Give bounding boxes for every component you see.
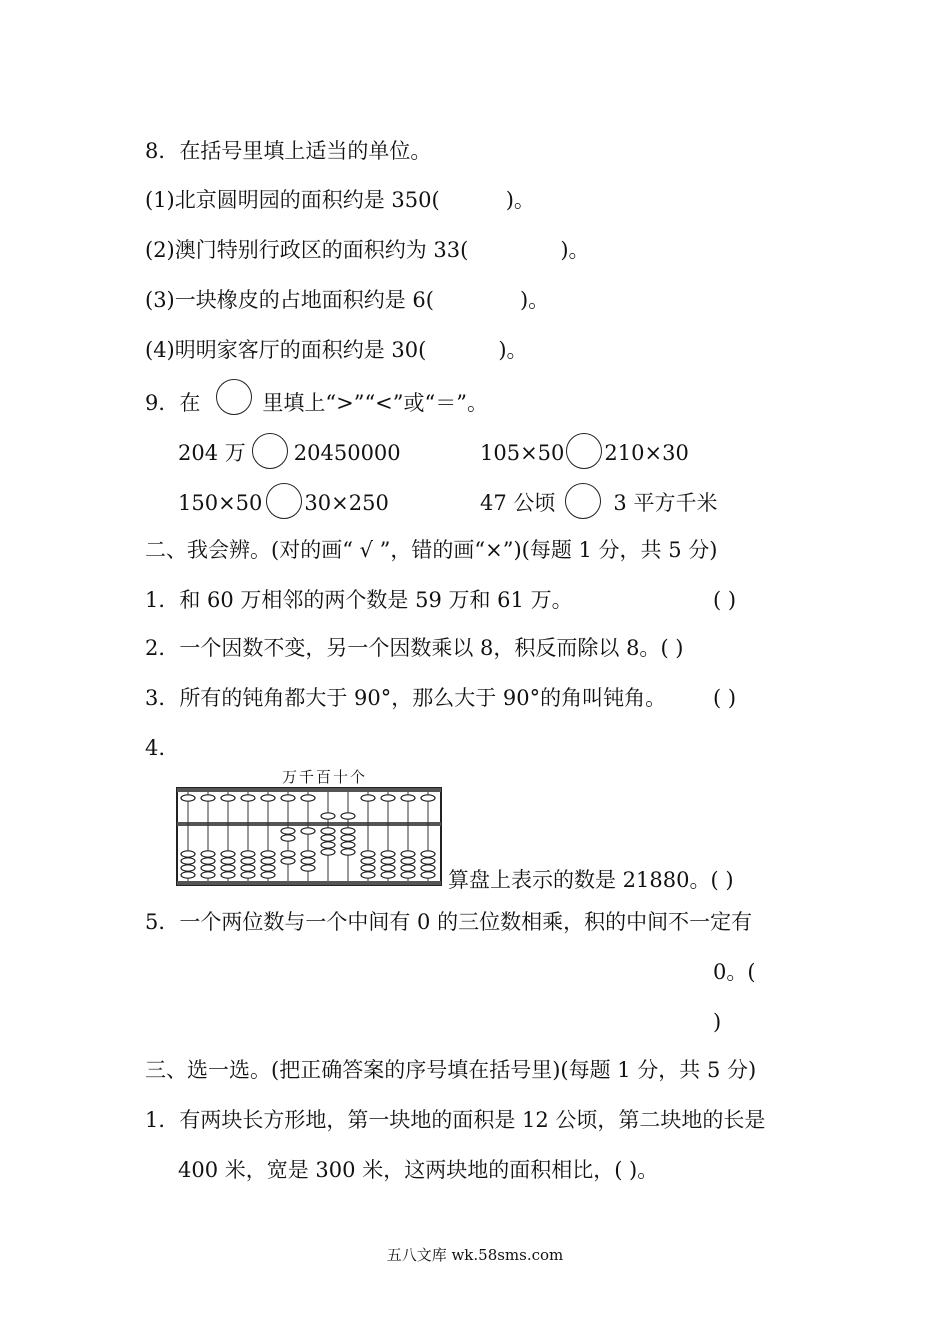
abacus-bead bbox=[261, 858, 275, 864]
abacus-bead bbox=[401, 865, 415, 871]
abacus-bead bbox=[381, 851, 395, 857]
abacus-bead bbox=[241, 851, 255, 857]
abacus-bead bbox=[341, 835, 355, 841]
abacus-bead bbox=[281, 828, 295, 834]
q8-item-1 bbox=[145, 186, 535, 214]
comparison-left: 105×50 bbox=[480, 441, 565, 465]
abacus-bead bbox=[201, 858, 215, 864]
q8-title: 8．在括号里填上适当的单位。 bbox=[145, 139, 432, 163]
answer-paren-close[interactable]: ) bbox=[713, 1010, 722, 1034]
abacus-bead bbox=[261, 795, 275, 801]
abacus-bead bbox=[321, 842, 335, 848]
answer-paren[interactable]: ( ) bbox=[660, 636, 684, 660]
abacus-bead bbox=[181, 872, 195, 878]
judge-item-2 bbox=[145, 634, 684, 662]
comparison-left: 47 公顷 bbox=[480, 491, 556, 515]
abacus-bead bbox=[341, 842, 355, 848]
comparison-2 bbox=[480, 439, 689, 469]
abacus-bead bbox=[261, 872, 275, 878]
abacus-bead bbox=[401, 795, 415, 801]
abacus-bead bbox=[381, 795, 395, 801]
abacus-bead bbox=[181, 851, 195, 857]
abacus-bead bbox=[201, 865, 215, 871]
abacus-bead bbox=[281, 851, 295, 857]
judge-item-3: 3．所有的钝角都大于 90°，那么大于 90°的角叫钝角。 bbox=[145, 686, 667, 710]
abacus-bead bbox=[321, 828, 335, 834]
q8-item-2 bbox=[145, 236, 590, 264]
comparison-left: 204 万 bbox=[178, 441, 246, 465]
abacus-bead bbox=[221, 795, 235, 801]
abacus-bead bbox=[281, 835, 295, 841]
abacus-bead bbox=[341, 828, 355, 834]
abacus-bead bbox=[321, 813, 335, 819]
abacus-bead bbox=[401, 858, 415, 864]
abacus-bead bbox=[401, 851, 415, 857]
q8-item-2-prefix: (2)澳门特别行政区的面积约为 33( bbox=[145, 238, 469, 262]
judge-item-4-text: 算盘上表示的数是 21880。( ) bbox=[448, 868, 734, 892]
abacus-bead bbox=[301, 865, 315, 871]
abacus-bead bbox=[421, 858, 435, 864]
abacus-bead bbox=[241, 858, 255, 864]
comparison-circle[interactable] bbox=[266, 483, 302, 519]
abacus-bead bbox=[221, 872, 235, 878]
judge-item-1: 1．和 60 万相邻的两个数是 59 万和 61 万。 bbox=[145, 588, 573, 612]
answer-paren[interactable]: ( ) bbox=[713, 686, 737, 710]
q9-title bbox=[145, 389, 488, 417]
q8-item-4-suffix: )。 bbox=[498, 338, 528, 362]
abacus-bead bbox=[361, 851, 375, 857]
section-3-title: 三、选一选。(把正确答案的序号填在括号里)(每题 1 分，共 5 分) bbox=[145, 1058, 757, 1082]
abacus-bead bbox=[361, 872, 375, 878]
abacus-bead bbox=[201, 795, 215, 801]
abacus-bead bbox=[361, 865, 375, 871]
abacus-bead bbox=[381, 872, 395, 878]
comparison-3 bbox=[178, 489, 389, 519]
abacus-bead bbox=[361, 795, 375, 801]
abacus-bead bbox=[281, 858, 295, 864]
comparison-right: 3 平方千米 bbox=[613, 491, 718, 515]
abacus-bead bbox=[401, 872, 415, 878]
comparison-circle[interactable] bbox=[252, 433, 288, 469]
answer-paren[interactable]: ( ) bbox=[713, 588, 737, 612]
abacus-bead bbox=[221, 865, 235, 871]
abacus-bead bbox=[181, 865, 195, 871]
q9-suffix: 里填上“>”“<”或“＝”。 bbox=[262, 391, 488, 415]
abacus-bead bbox=[221, 851, 235, 857]
abacus-bead bbox=[201, 872, 215, 878]
comparison-circle[interactable] bbox=[566, 433, 602, 469]
abacus-bead bbox=[181, 858, 195, 864]
judge-item-5: 5．一个两位数与一个中间有 0 的三位数相乘，积的中间不一定有 bbox=[145, 910, 753, 934]
comparison-right: 30×250 bbox=[304, 491, 389, 515]
abacus-place-labels: 万千百十个 bbox=[282, 768, 368, 786]
abacus-bead bbox=[421, 795, 435, 801]
q8-item-4 bbox=[145, 336, 528, 364]
abacus-bead bbox=[341, 813, 355, 819]
abacus-bead bbox=[241, 795, 255, 801]
abacus-bead bbox=[261, 851, 275, 857]
abacus-bead bbox=[301, 828, 315, 834]
q8-item-1-prefix: (1)北京圆明园的面积约是 350( bbox=[145, 188, 440, 212]
abacus-icon bbox=[176, 786, 444, 908]
comparison-4 bbox=[480, 489, 717, 519]
abacus-bead bbox=[361, 858, 375, 864]
comparison-right: 20450000 bbox=[293, 441, 401, 465]
abacus-bead bbox=[381, 858, 395, 864]
comparison-1 bbox=[178, 439, 401, 469]
section-2-title: 二、我会辨。(对的画“ √ ”，错的画“×”)(每题 1 分，共 5 分) bbox=[145, 538, 718, 562]
q8-item-1-suffix: )。 bbox=[505, 188, 535, 212]
comparison-circle[interactable] bbox=[565, 483, 601, 519]
q8-item-3 bbox=[145, 286, 549, 314]
abacus-bead bbox=[381, 865, 395, 871]
abacus-bead bbox=[421, 865, 435, 871]
abacus-bead bbox=[301, 795, 315, 801]
abacus-bead bbox=[421, 851, 435, 857]
q8-item-3-suffix: )。 bbox=[519, 288, 550, 312]
q8-item-4-prefix: (4)明明家客厅的面积约是 30( bbox=[145, 338, 427, 362]
abacus-bead bbox=[321, 849, 335, 855]
judge-item-4-number: 4. bbox=[145, 736, 166, 760]
q9-prefix: 9．在 bbox=[145, 391, 201, 415]
judge-item-5-tail: 0。( bbox=[713, 960, 756, 984]
q8-item-2-suffix: )。 bbox=[560, 238, 590, 262]
q8-item-3-prefix: (3)一块橡皮的占地面积约是 6( bbox=[145, 288, 434, 312]
abacus-bead bbox=[181, 795, 195, 801]
abacus-bead bbox=[241, 872, 255, 878]
abacus-bead bbox=[341, 849, 355, 855]
comparison-left: 150×50 bbox=[178, 491, 263, 515]
circle-icon bbox=[216, 379, 252, 415]
judge-item-2-text: 2．一个因数不变，另一个因数乘以 8，积反而除以 8。 bbox=[145, 636, 661, 660]
abacus-bead bbox=[301, 851, 315, 857]
comparison-right: 210×30 bbox=[604, 441, 689, 465]
abacus-bead bbox=[241, 865, 255, 871]
abacus-bead bbox=[261, 865, 275, 871]
choice-item-1-line-1: 1．有两块长方形地，第一块地的面积是 12 公顷，第二块地的长是 bbox=[145, 1108, 766, 1132]
choice-item-1-line-2: 400 米，宽是 300 米，这两块地的面积相比，( )。 bbox=[178, 1158, 659, 1182]
footer-watermark: 五八文库 wk.58sms.com bbox=[386, 1246, 564, 1264]
abacus-bead bbox=[421, 872, 435, 878]
abacus-bead bbox=[321, 835, 335, 841]
abacus-bead bbox=[221, 858, 235, 864]
abacus-bead bbox=[301, 858, 315, 864]
abacus-bead bbox=[201, 851, 215, 857]
abacus-bead bbox=[281, 795, 295, 801]
